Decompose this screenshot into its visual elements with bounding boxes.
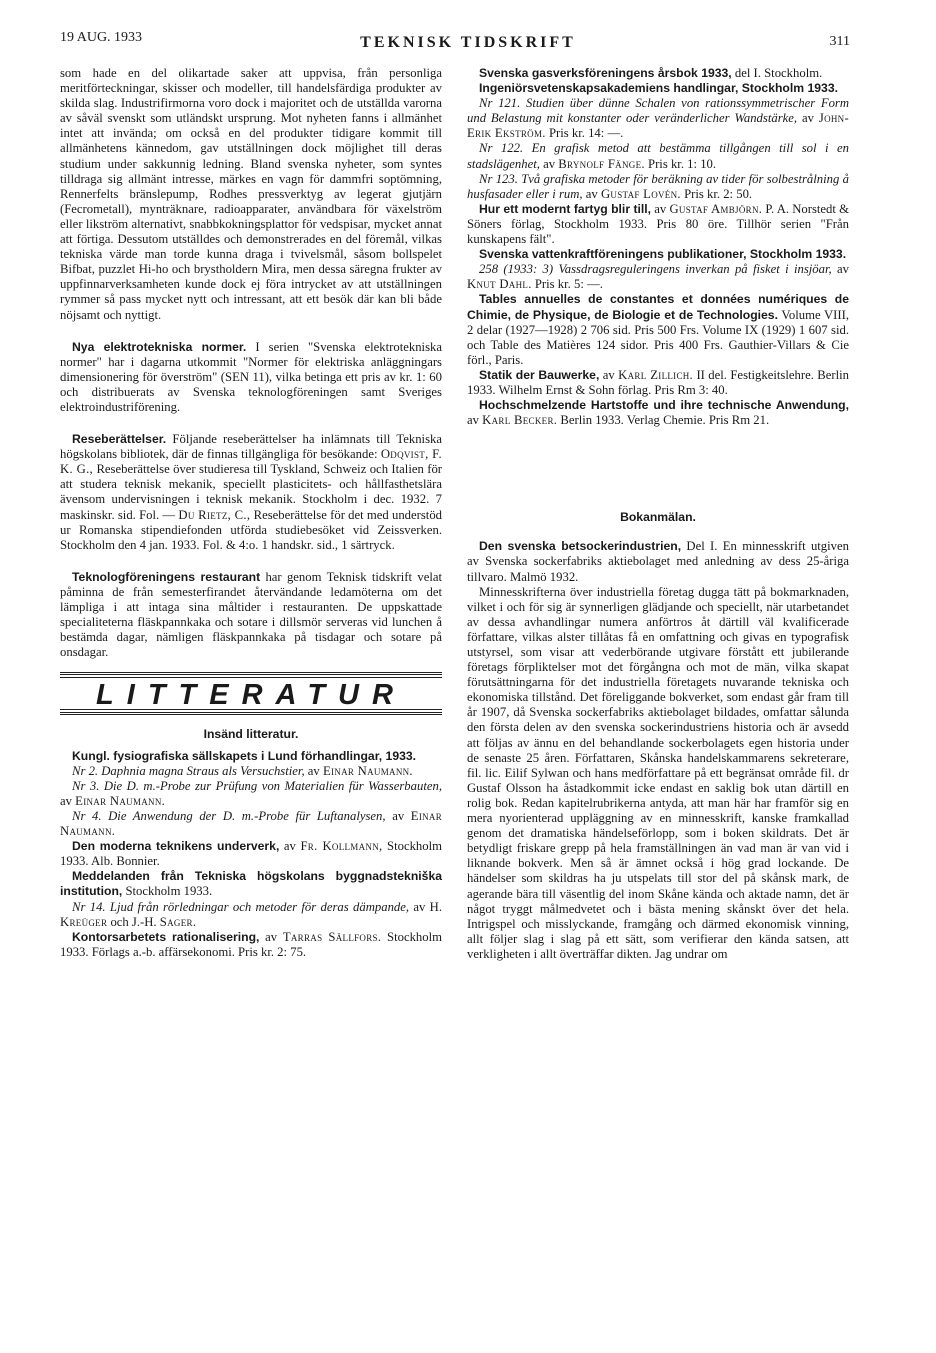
kontor-entry: [60, 930, 442, 960]
iva-123-title: Två grafiska metoder för beräkning av tider för solbestrålning å husfasader eller i rum,: [467, 171, 849, 201]
rese-text-1: Följande reseberättelser ha inlämnats till Tekniska högskolans bibliotek, där de finnas tillgängliga för besökande:: [60, 432, 442, 462]
betsocker-lead: Del I. En minnesskrift utgiven av Svenska sockerfabriks aktiebolaget med anledning av dess 25-åriga tillvaro. Malmö 1932.: [467, 539, 849, 584]
kontor-pub: Stockholm 1933. Förlags a.-b. affärsekonomi. Pris kr. 2: 75.: [60, 929, 442, 959]
iva-121-by: av: [801, 111, 814, 126]
kontor-author: Tarras Sällfors.: [282, 929, 382, 944]
insand-heading: Insänd litteratur.: [203, 727, 299, 742]
kungl-nr2-author: Einar Naumann.: [322, 763, 413, 778]
fartyg-entry: [467, 202, 849, 247]
kungl-nr2-title: Daphnia magna Straus als Versuchstier,: [101, 763, 305, 778]
statik-title: Statik der Bauwerke,: [479, 367, 600, 382]
bokanmalan-heading: Bokanmälan.: [620, 510, 696, 525]
rese-text-3: Reseberättelse för det med understöd ur Romanska stipendiefonden utförda studiebesöket vid Zeissverken. Stockholm den 4 jan. 1933. Fol. & 4:o. 1 handskr. sid., 1 särtryck.: [60, 507, 443, 552]
iva-121-entry: [467, 96, 849, 141]
hoch-text: Berlin 1933. Verlag Chemie. Pris Rm 21.: [560, 413, 770, 428]
gasverk-title: Svenska gasverksföreningens årsbok 1933,: [479, 66, 732, 80]
moderna-title: Den moderna teknikens underverk,: [72, 839, 280, 854]
hoch-by: av: [467, 413, 479, 428]
journal-title: TEKNISK TIDSKRIFT: [360, 34, 576, 51]
iva-121-title: Studien über dünne Schalen von rationssymmetrischer Form und Belastung mit konstanter oder veränderlicher Wandstärke,: [467, 96, 850, 126]
iva-122-price: Pris kr. 1: 10.: [648, 156, 717, 171]
tables-title: Tables annuelles de constantes et données numériques de Chimie, de Physique, de Biologie et de Technologies.: [467, 292, 849, 322]
vatten-title: Svenska vattenkraftföreningens publikationer, Stockholm 1933.: [479, 247, 847, 262]
medd-nr-label: Nr 14.: [72, 899, 106, 914]
kungl-nr3-title: Die D. m.-Probe zur Prüfung von Materialien für Wasserbauten,: [103, 778, 442, 793]
right-column: [467, 66, 849, 962]
betsocker-title: Den svenska betsockerindustrien,: [479, 539, 682, 554]
moderna-entry: [60, 839, 442, 869]
rese-author-1: Odqvist, F. K. G.,: [60, 447, 442, 477]
medd-title: Meddelanden från Tekniska högskolans byggnadstekniška institution,: [60, 869, 442, 899]
iva-123-price: Pris kr. 2: 50.: [684, 186, 753, 201]
iva-title-entry: [467, 81, 849, 96]
moderna-pub: Stockholm 1933. Alb. Bonnier.: [60, 839, 443, 869]
restaurant-text: har genom Teknisk tidskrift velat påminna de från semesterfirandet återvändande ledamöterna om det lämpliga i att intaga sina måltider i restauranten. De uppskattade specialiteterna fläskpannkaka och sotare i dillsmör serveras vid lunchen å bestämda dagar, nämligen fläskpannkaka på tisdagar och sotare på onsdagar.: [60, 569, 443, 660]
kungl-nr3-label: Nr 3.: [72, 778, 100, 793]
kontor-title: Kontorsarbetets rationalisering,: [72, 929, 260, 944]
moderna-by: av: [283, 839, 296, 854]
kungl-nr4-label: Nr 4.: [72, 808, 102, 823]
kungl-nr4-title: Die Anwendung der D. m.-Probe für Luftanalysen,: [108, 808, 386, 823]
normer-title: Nya elektrotekniska normer.: [72, 339, 247, 354]
left-column: [60, 66, 442, 960]
vatten-by: av: [837, 262, 849, 277]
rese-text-2: Reseberättelse över studieresa till Tyskland, Schweiz och Italien för att studera teknisk mekanik, speciellt plasticitets- och hållfasthetslära ävensom undervisningen i teknisk mekanik. Stockholm i dec. 1932. 7 maskinskr. sid. Fol. —: [60, 462, 443, 522]
medd-nr-author2: Sager.: [159, 914, 197, 929]
vatten-label: 258 (1933: 3): [479, 262, 554, 277]
iva-121-price: Pris kr. 14: —.: [548, 126, 624, 141]
vatten-title-entry: [467, 247, 849, 262]
medd-nr-by: av H.: [413, 899, 443, 914]
normer-text: I serien "Svenska elektrotekniska normer" har i dagarna utkommit "Normer för elektriska anläggningars dimensionering för överström" (SEN 11), vilka betinga ett pris av kr. 1: 60 och distribuerats av Svenska teknologföreningen samt Sveriges elektroindustriförening.: [60, 339, 442, 414]
hoch-entry: [467, 398, 849, 428]
betsocker-body: Minnesskrifterna över industriella företag dugga tätt på bokmarknaden, vilket i och för sig är synnerligen glädjande och speciellt, när utarbetandet av dessa avhandlingar numera anförtros åt därtill väl kvalificerade författare, vilkas alster tillåtas få en omfattning och givas en typografisk utstyrsel, som visar att vederbörande utgivare förstått ett jubilerande företags förpliktelser mot det förgångna och mot de män, vilka skapat förutsättningarna för det industriella företagets nuvarande tekniska och ekonomiska tillstånd. Det föreliggande bokverket, som endast går fram till år 1907, då Svenska sockerfabriks aktiebolaget bildades, omfattar sålunda den första delen av den svenska sockerindustriens historia och är avsedd att följas av ännu en del behandlande sockerbolagets egen historia under de senaste 25 åren. Författaren, Skånska handelskammarens sekreterare, fil. lic. Eilif Sylwan och hans medförfattare på ett begränsat område fil. dr Gustaf Olsson ha åstadkommit icke endast en saklig bok utan därtill en rolig bok. Redan kapitelrubrikerna antyda, att man här har framför sig en mera nyorienterad uppläggning av en minnesskrift, kanske framkallad genom det dramatiska händelseförlopp, som i boken skildrats. Det är betydligt friskare grepp på hela framställningen än vad man är van vid i liknande bokverk. Men så är ämnet också i hög grad lockande. De händelser som skildras ha ju utspelats till stor del på skånsk mark, de agerande bära till väsentlig del inom Skåne kända och aktade namn, det är något tryggt målmedvetet och i bästa mening skånskt över det hela. Intrigspel och misslyckande, framgång och därmed ekonomisk vinning, allt följer slag i slag på ett sätt, som verifierar den kända satsen, att verkligheten i allt överträffar dikten. Jag undrar om: [467, 584, 849, 961]
medd-nr-entry: [60, 900, 442, 930]
iva-122-label: Nr 122.: [479, 141, 524, 156]
kungl-nr2-entry: [60, 764, 442, 779]
betsocker-lead-paragraph: [467, 539, 849, 584]
kungl-nr4-by: av: [392, 808, 405, 823]
hoch-author: Karl Becker.: [482, 413, 558, 428]
medd-pub: Stockholm 1933.: [125, 884, 213, 899]
header-date: 19 AUG. 1933: [60, 30, 143, 45]
vatten-entry: [467, 262, 849, 292]
tables-entry: [467, 292, 849, 367]
iva-123-author: Gustaf Lovén.: [600, 186, 681, 201]
kontor-by: av: [265, 929, 278, 944]
kungl-nr4-entry: [60, 809, 442, 839]
statik-entry: [467, 368, 849, 398]
tables-text: Volume VIII, 2 delar (1927—1928) 2 706 sid. Pris 500 Frs. Volume IX (1929) 1 607 sid. och Table des Matières 124 sidor. Pris 400 Frs. Gauthier-Villars & Cie förl., Paris.: [467, 307, 849, 367]
medd-entry: [60, 869, 442, 899]
kungl-nr4-author: Einar Naumann.: [60, 808, 443, 839]
iva-123-by: av: [585, 186, 598, 201]
statik-text: II del. Festigkeitslehre. Berlin 1933. Wilhelm Ernst & Sohn förlag. Pris Rm 3: 40.: [467, 367, 850, 397]
iva-122-entry: [467, 141, 849, 171]
iva-123-label: Nr 123.: [479, 171, 518, 186]
fartyg-pub: P. A. Norstedt & Söners förlag, Stockholm 1933. Pris 80 öre. Tillhör serien "Från kunskapens fält".: [467, 201, 849, 247]
restaurant-title: Teknologföreningens restaurant: [72, 569, 261, 584]
litteratur-rule-bottom-double: [60, 712, 442, 715]
kungl-title-entry: [60, 749, 442, 764]
restaurant-paragraph: [60, 570, 442, 661]
iva-title: Ingeniörsvetenskapsakademiens handlingar, Stockholm 1933.: [479, 81, 838, 96]
iva-122-by: av: [543, 156, 556, 171]
rese-paragraph: [60, 432, 442, 553]
statik-author: Karl Zillich.: [618, 367, 694, 382]
kungl-nr3-by: av: [60, 793, 72, 808]
gasverk-text: del I. Stockholm.: [734, 66, 823, 80]
intro-paragraph: som hade en del olikartade saker att uppvisa, från personliga meritförteckningar, skisser och modeller, till handelsfärdiga produkter av skilda slag. Industrifirmorna voro dock i majoritet och de utställda varorna av såväl svenskt som utländskt ursprung. Mot nyheten fanns i allmänhet intet att invända; om också en del produkter tidigare kommit till allmänhetens kännedom, gav utställningen dock möjlighet till deras studium under sakkunnig ledning. Bland svenska nyheter, som syntes tilldraga sig allmänt intresse, märkes en vagn för dammfri soptömning, Rennerfelts bränslepump, Rodhes pressverktyg av legerat gjutjärn (Fecrometall), mynträknare, radioapparater, användbara för växelström eller likström alternativt, snabbkokningsplattor för vedspisar, mycket annat att förtiga. Dessutom utställdes och demonstrerades en del föremål, vilkas tekniska värde man torde kunna draga i tvivelsmål, såsom bollspelet Bifbat, puzzlet Hi-ho och brystholdern Mira, men dessa säregna frukter av uppfinnarverksamheten kunde dock ej föra intrycket av att utställningen rymmer så pass mycket nytt och intressant, att ett besök där kan bli både nöjsamt och nyttigt.: [60, 66, 442, 322]
fartyg-author: Gustaf Ambjörn.: [669, 201, 763, 216]
moderna-author: Fr. Kollmann,: [300, 839, 383, 854]
iva-123-entry: [467, 172, 849, 202]
litteratur-rule-top: [60, 672, 442, 678]
vatten-price: Pris kr. 5: —.: [534, 277, 603, 292]
kungl-title: Kungl. fysiografiska sällskapets i Lund förhandlingar, 1933.: [72, 748, 417, 763]
gasverk-entry: [467, 66, 849, 81]
vatten-entry-title: Vassdragsreguleringens inverkan på fisket i insjöar,: [558, 262, 832, 277]
fartyg-title: Hur ett modernt fartyg blir till,: [479, 201, 652, 216]
medd-nr-author1: Kreüger: [60, 914, 108, 929]
iva-122-title: En grafisk metod att bestämma tillgången till sol i en stadslägenhet,: [467, 141, 850, 171]
vatten-author: Knut Dahl.: [467, 277, 532, 292]
normer-paragraph: [60, 340, 442, 415]
litteratur-heading: LITTERATUR: [96, 679, 406, 712]
medd-nr-och: och J.-H.: [110, 914, 157, 929]
kungl-nr3-entry: [60, 779, 442, 809]
medd-nr-title: Ljud från rörledningar och metoder för deras dämpande,: [109, 899, 410, 914]
kungl-nr2-label: Nr 2.: [72, 763, 99, 778]
fartyg-by: av: [654, 201, 667, 216]
statik-by: av: [602, 367, 615, 382]
kungl-nr2-by: av: [307, 763, 320, 778]
page-number: 311: [829, 34, 850, 49]
rese-author-2: Du Rietz, C.,: [178, 507, 251, 522]
hoch-title: Hochschmelzende Hartstoffe und ihre technische Anwendung,: [479, 398, 849, 413]
kungl-nr3-author: Einar Naumann.: [75, 793, 166, 808]
iva-121-label: Nr 121.: [479, 96, 521, 111]
iva-121-author: John-Erik Ekström.: [467, 111, 850, 141]
iva-122-author: Brynolf Fänge.: [558, 156, 645, 171]
rese-title: Reseberättelser.: [72, 432, 167, 447]
